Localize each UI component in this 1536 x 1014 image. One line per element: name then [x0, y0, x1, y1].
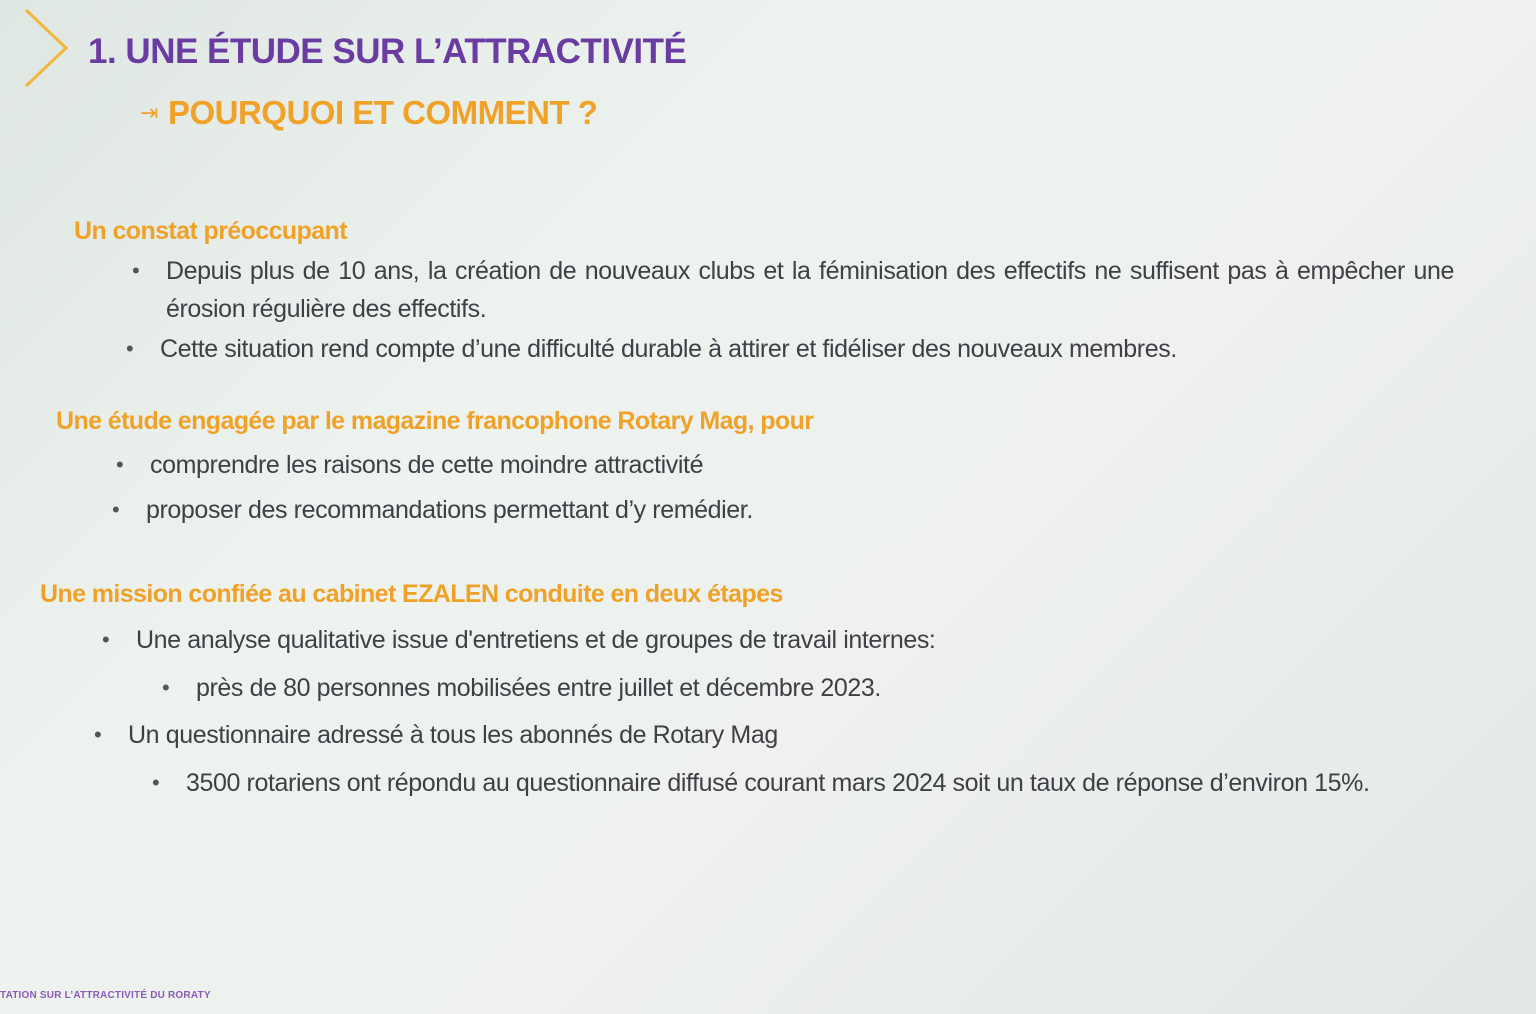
list-item-text: Cette situation rend compte d’une difficulté durable à attirer et fidéliser des nouveaux membres.: [160, 335, 1177, 363]
arrow-to-bar-icon: ⇥: [140, 100, 158, 125]
list-item-text: près de 80 personnes mobilisées entre juillet et décembre 2023.: [196, 674, 881, 702]
list-item-text: 3500 rotariens ont répondu au questionnaire diffusé courant mars 2024 soit un taux de réponse d’environ 15%.: [186, 769, 1370, 797]
bullet-icon: •: [102, 627, 110, 652]
list-item: [132, 252, 1454, 328]
list-item-text: Une analyse qualitative issue d'entretiens et de groupes de travail internes:: [136, 626, 936, 654]
chevron-right-icon: [18, 6, 74, 90]
list-item: [162, 669, 1446, 707]
list-item: [116, 446, 1350, 484]
bullet-icon: •: [152, 770, 160, 795]
slide-subtitle: [140, 94, 597, 132]
bullet-icon: •: [126, 336, 134, 361]
list-item: [126, 330, 1450, 368]
list-item: [112, 491, 1346, 529]
section-title-constat: Un constat préoccupant: [74, 217, 347, 245]
bullet-icon: •: [132, 258, 140, 283]
slide-subtitle-text: POURQUOI ET COMMENT ?: [167, 94, 598, 131]
bullet-icon: •: [116, 452, 124, 477]
bullet-icon: •: [94, 722, 102, 747]
list-item-text: comprendre les raisons de cette moindre attractivité: [150, 451, 704, 479]
list-item: [94, 716, 1428, 754]
list-item: [102, 621, 1436, 659]
slide-footer: TATION SUR L’ATTRACTIVITÉ DU RORATY: [0, 990, 211, 1001]
slide-title: 1. UNE ÉTUDE SUR L’ATTRACTIVITÉ: [88, 32, 687, 71]
list-item: [152, 764, 1508, 802]
section-title-etude: Une étude engagée par le magazine francophone Rotary Mag, pour: [56, 407, 814, 435]
bullet-icon: •: [162, 675, 170, 700]
list-item-text: Depuis plus de 10 ans, la création de nouveaux clubs et la féminisation des effectifs ne suffisent pas à empêcher une érosion régulière des effectifs.: [166, 257, 1454, 323]
list-item-text: Un questionnaire adressé à tous les abonnés de Rotary Mag: [128, 721, 778, 749]
section-title-mission: Une mission confiée au cabinet EZALEN conduite en deux étapes: [40, 580, 783, 608]
list-item-text: proposer des recommandations permettant d’y remédier.: [146, 496, 753, 524]
bullet-icon: •: [112, 497, 120, 522]
